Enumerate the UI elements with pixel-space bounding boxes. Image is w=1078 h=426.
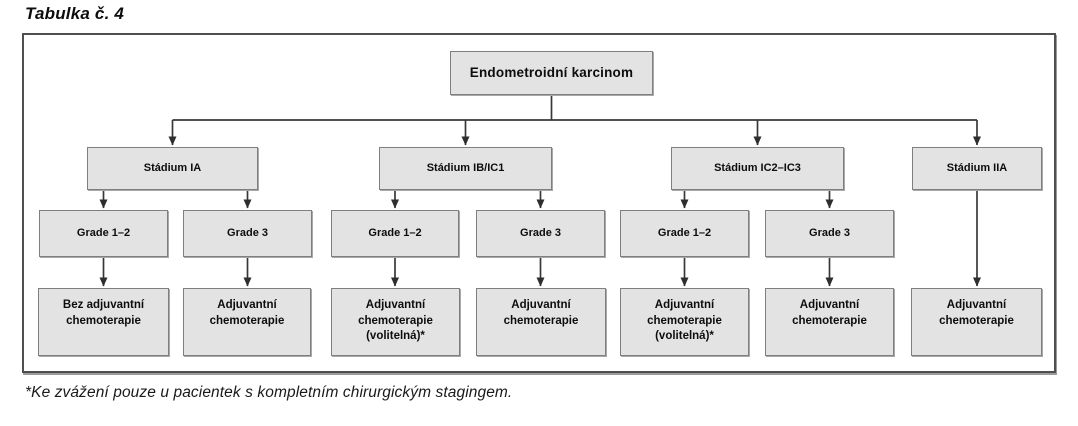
node-label: Stádium IB/IC1 xyxy=(426,162,505,175)
node-endometroid-carcinoma xyxy=(450,51,653,95)
node-label: Grade 3 xyxy=(520,227,561,240)
footnote: *Ke zvážení pouze u pacientek s kompletním chirurgickým stagingem. xyxy=(25,384,513,401)
node-outcome-adjuvant-chemo-optional-2 xyxy=(620,288,749,356)
node-label: Grade 1–2 xyxy=(657,227,712,240)
node-label: Adjuvantní chemoterapie (volitelná)* xyxy=(647,299,722,343)
node-label: Bez adjuvantní chemoterapie xyxy=(62,299,145,327)
node-label: Grade 1–2 xyxy=(76,227,131,240)
connector-root-to-stages xyxy=(173,95,978,145)
node-label: Adjuvantní chemoterapie xyxy=(503,299,579,327)
node-outcome-adjuvant-chemo-1 xyxy=(183,288,311,356)
node-grade-3-stage-ic2-ic3 xyxy=(765,210,894,257)
node-outcome-adjuvant-chemo-3 xyxy=(765,288,894,356)
node-outcome-adjuvant-chemo-optional-1 xyxy=(331,288,460,356)
node-label: Stádium IIA xyxy=(946,162,1008,175)
node-outcome-adjuvant-chemo-2 xyxy=(476,288,606,356)
node-grade-1-2-stage-ia xyxy=(39,210,168,257)
node-label: Adjuvantní chemoterapie xyxy=(939,299,1014,327)
node-label: Grade 3 xyxy=(809,227,850,240)
node-label: Grade 1–2 xyxy=(368,227,422,240)
node-outcome-adjuvant-chemo-4 xyxy=(911,288,1042,356)
node-label: Grade 3 xyxy=(227,227,268,240)
node-label: Stádium IC2–IC3 xyxy=(714,162,801,175)
node-outcome-no-adjuvant-chemo xyxy=(38,288,169,356)
node-label: Stádium IA xyxy=(143,162,202,175)
node-label: Adjuvantní chemoterapie (volitelná)* xyxy=(358,299,433,343)
node-stage-ic2-ic3 xyxy=(671,147,844,190)
node-grade-1-2-stage-ic2-ic3 xyxy=(620,210,749,257)
figure-title: Tabulka č. 4 xyxy=(25,4,125,23)
node-stage-ia xyxy=(87,147,258,190)
diagram-frame xyxy=(22,33,1056,373)
node-stage-ib-ic1 xyxy=(379,147,552,190)
node-grade-1-2-stage-ib-ic1 xyxy=(331,210,459,257)
node-grade-3-stage-ib-ic1 xyxy=(476,210,605,257)
node-label: Adjuvantní chemoterapie xyxy=(792,299,867,327)
node-stage-iia xyxy=(912,147,1042,190)
connector-grades-to-outcomes xyxy=(104,257,830,286)
node-grade-3-stage-ia xyxy=(183,210,312,257)
node-label: Adjuvantní chemoterapie xyxy=(209,299,285,327)
node-label: Endometroidní karcinom xyxy=(469,64,634,80)
